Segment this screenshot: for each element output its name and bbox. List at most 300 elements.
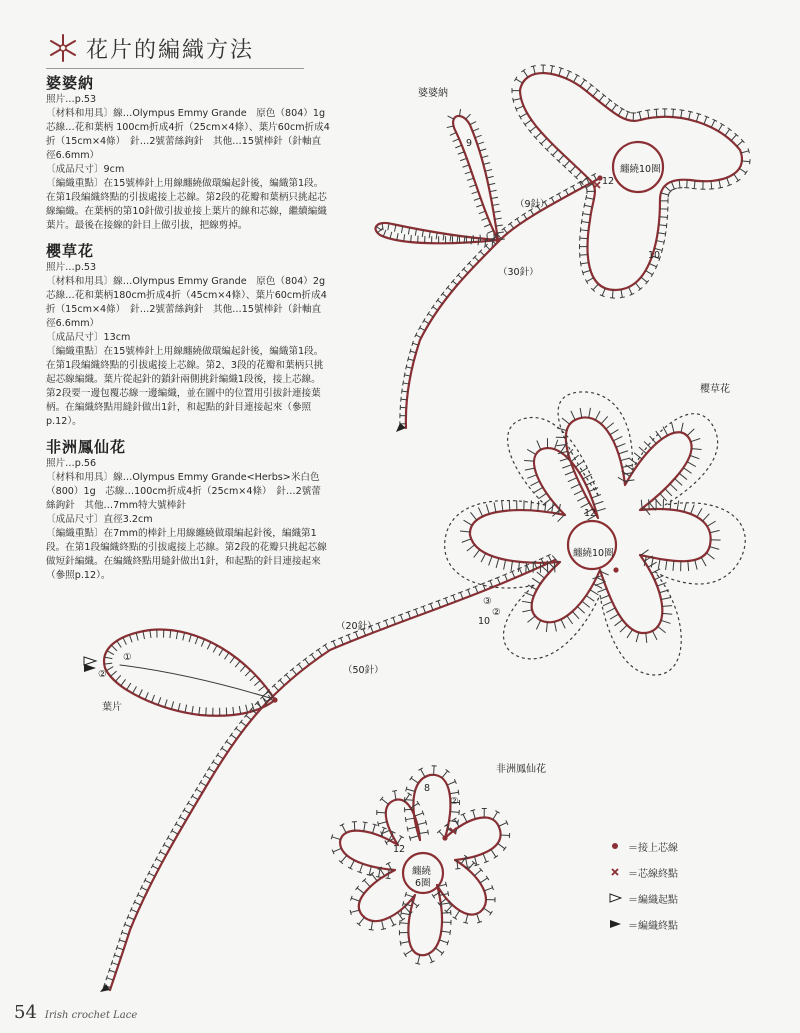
stitch-mark (357, 888, 364, 893)
stitch-mark (577, 606, 584, 613)
stitch-mark (589, 408, 591, 418)
stitch-mark (474, 864, 479, 865)
stitch-mark (586, 198, 594, 200)
legend-label: ＝芯線終點 (628, 868, 678, 880)
stitch-mark (129, 635, 132, 643)
stitch-mark (483, 163, 490, 165)
stitch-mark (408, 357, 409, 362)
stitch-mark (471, 512, 477, 520)
stitch-mark (309, 653, 313, 656)
text-line: p.12）。 (46, 416, 82, 427)
section-title: 櫻草花 (46, 242, 95, 260)
stitch-mark (241, 722, 247, 726)
stitch-mark (481, 218, 487, 221)
stitch-mark (381, 799, 388, 805)
stitch-mark (627, 630, 632, 638)
stitch-mark (568, 478, 577, 482)
stitch-mark (496, 558, 499, 568)
stitch-mark (656, 109, 657, 117)
stitch-mark (648, 110, 649, 118)
text-line: 芯線…花和葉柄 100cm折成4折（25cm×4條）、葉片60cm折成4 (46, 122, 330, 133)
stitch-mark (205, 776, 211, 780)
stitch-mark (392, 790, 397, 791)
stitch-mark (119, 940, 126, 942)
stitch-mark (516, 79, 523, 83)
stitch-mark (246, 705, 248, 713)
stitch-mark (652, 631, 657, 640)
stitch-mark (480, 149, 487, 151)
end-triangle-marker (396, 423, 406, 432)
stitch-mark (497, 232, 504, 233)
stitch-mark (573, 75, 577, 82)
stitch-mark (516, 106, 523, 109)
stitch-mark (610, 614, 619, 619)
stitch-mark (117, 641, 121, 648)
stitch-mark (651, 558, 653, 568)
veronica-label: 婆婆納 (418, 88, 448, 99)
stitch-mark (401, 399, 407, 400)
stitch-mark (625, 112, 628, 119)
stitch-mark (220, 746, 223, 750)
stitch-mark (548, 504, 556, 510)
text-line: （參照p.12）。 (46, 570, 111, 581)
stitch-mark (458, 790, 459, 795)
stitch-mark (463, 814, 467, 822)
stitch-mark (171, 701, 173, 709)
stitch-mark (739, 168, 746, 172)
stitch-mark (566, 71, 569, 78)
stitch-mark (469, 185, 476, 187)
stitch-mark (107, 978, 114, 980)
stitch-mark (559, 68, 561, 76)
stitch-mark (727, 178, 730, 185)
join-core-dot (272, 697, 277, 702)
stitch-mark (316, 648, 320, 651)
stitch-mark (122, 932, 129, 934)
stitch-mark (217, 755, 223, 759)
stitch-mark (711, 120, 715, 127)
stitch-mark (438, 300, 443, 304)
stitch-mark (168, 838, 174, 841)
stitch-mark (404, 907, 410, 914)
stitch-mark (403, 381, 404, 386)
stitch-mark (478, 507, 482, 516)
stitch-mark (491, 849, 496, 857)
stitch-mark (364, 822, 365, 831)
stitch-mark (661, 248, 662, 253)
stitch-mark (466, 114, 471, 119)
stitch-mark (480, 878, 488, 883)
stitch-mark (463, 165, 470, 167)
legend-row (604, 911, 678, 937)
stitch-mark (455, 910, 460, 918)
stitch-mark (172, 831, 178, 834)
stitch-mark (460, 531, 470, 532)
stitch-mark (305, 659, 309, 665)
stitch-mark (551, 198, 554, 203)
stitch-mark (606, 423, 614, 429)
stitch-mark (531, 210, 534, 215)
stitch-mark (473, 810, 476, 819)
stitch-mark (364, 880, 370, 887)
stitch-mark (250, 675, 256, 681)
stitch-mark (412, 341, 413, 346)
primula-step-2: ② (492, 607, 501, 618)
impatiens-label: 非洲鳳仙花 (496, 764, 546, 775)
stitch-mark (678, 188, 683, 189)
stitch-mark (497, 578, 500, 584)
stitch-mark (240, 666, 245, 672)
stitch-mark (149, 873, 155, 876)
stitch-mark (504, 229, 508, 234)
stitch-mark (704, 117, 707, 124)
stitch-mark (524, 592, 533, 596)
text-line: 〔編織重點〕在7mm的棒針上用線纏繞做環編起針後，編織第1 (46, 528, 317, 539)
stitch-mark (145, 880, 151, 883)
stitch-mark (431, 305, 434, 309)
stitch-mark (410, 836, 419, 839)
stitch-mark (583, 214, 591, 215)
stitch-mark (474, 198, 481, 200)
stitch-mark (661, 193, 669, 195)
stitch-mark (245, 670, 251, 676)
stitch-mark (143, 631, 145, 639)
stitch-mark (742, 161, 750, 162)
stitch-mark (592, 494, 601, 498)
stitch-mark (381, 928, 386, 929)
stitch-mark (594, 501, 603, 504)
impatiens-ring-label: 纏繞 (412, 866, 432, 877)
stitch-mark (402, 389, 403, 394)
text-line: 第2段要一邊包覆芯線一邊編織，並在圖中的位置用引拔針連接葉 (46, 388, 321, 399)
stitch-mark (382, 920, 384, 929)
stitch-mark (236, 728, 242, 732)
stitch-mark (582, 601, 590, 607)
stitch-mark (612, 105, 617, 111)
stitch-mark (564, 161, 569, 167)
stitch-mark (537, 572, 545, 578)
stitch-mark (523, 71, 528, 78)
stitch-mark (554, 562, 555, 572)
stitch-mark (502, 501, 503, 511)
stitch-mark (209, 769, 215, 773)
stitch-mark (664, 240, 665, 245)
photo-ref: 照片…p.53 (46, 94, 97, 105)
stitch-mark (207, 642, 210, 649)
primula-20-stitches: （20針） (336, 621, 377, 632)
section-title: 婆婆納 (46, 74, 95, 92)
stitch-mark (546, 622, 547, 632)
stitch-mark (378, 822, 379, 827)
text-line: 做短針編織。在編織終點用縫針做出1針，和起點的針目連接起來 (46, 556, 321, 567)
stitch-mark (359, 917, 365, 924)
stitch-mark (513, 98, 514, 103)
impatiens-count-12: 12 (393, 844, 406, 855)
stitch-mark (486, 876, 489, 880)
stitch-mark (325, 645, 329, 651)
stitch-mark (385, 878, 390, 879)
stitch-mark (332, 837, 341, 840)
stitch-mark (581, 503, 590, 508)
stitch-mark (649, 499, 650, 509)
filled-triangle-icon (608, 919, 622, 929)
stitch-mark (656, 241, 664, 243)
stitch-mark (333, 848, 341, 852)
stitch-mark (525, 120, 532, 125)
stitch-mark (538, 493, 546, 499)
stitch-mark (470, 122, 476, 125)
stitch-mark (616, 444, 625, 448)
stitch-mark (576, 172, 582, 178)
stitch-mark (509, 501, 510, 511)
stitch-mark (629, 287, 632, 294)
stitch-mark (401, 941, 410, 943)
stitch-mark (524, 460, 534, 461)
stitch-mark (372, 825, 375, 834)
stitch-mark (415, 813, 423, 816)
stitch-mark (123, 637, 126, 644)
text-line: 折（15cm×4條） 針…2號蕾絲鉤針 其他…15號棒針（針軸直 (46, 136, 322, 147)
stitch-mark (458, 152, 465, 154)
stitch-mark (692, 449, 702, 450)
stitch-mark (406, 818, 415, 819)
stitch-mark (363, 822, 368, 823)
stitch-mark (673, 561, 674, 571)
stitch-mark (452, 818, 456, 821)
stitch-mark (637, 111, 642, 112)
stitch-mark (668, 193, 669, 198)
stitch-mark (750, 159, 751, 164)
leaf-midrib (120, 665, 270, 698)
core-end-cross (594, 182, 600, 188)
text-line: 〔材料和用具〕線…Olympus Emmy Grande<Herbs>米白色 (46, 472, 320, 483)
stitch-mark (446, 882, 447, 887)
stitch-mark (226, 741, 232, 745)
stitch-mark (530, 126, 536, 131)
stitch-mark (351, 898, 359, 901)
photo-ref: 照片…p.56 (46, 458, 97, 469)
leaf-step-2: ② (98, 669, 107, 680)
stitch-mark (531, 501, 532, 511)
stitch-mark (442, 913, 451, 914)
stitch-mark (411, 778, 418, 783)
stitch-mark (341, 638, 344, 644)
stitch-mark (494, 233, 495, 240)
leaf-step-1: ① (123, 652, 132, 663)
text-line: 葉片。最後在接線的針目上做引拔，把線剪掉。 (46, 220, 248, 231)
stitch-mark (200, 782, 206, 786)
stitch-mark (427, 312, 430, 316)
impatiens-count-8: 8 (424, 783, 431, 794)
text-line: 〔材料和用具〕線…Olympus Emmy Grande 原色（804）2g (46, 276, 326, 287)
stitch-mark (566, 190, 569, 195)
stitch-mark (534, 487, 543, 492)
stitch-mark (484, 888, 492, 891)
stitch-mark (106, 667, 113, 671)
stitch-mark (580, 227, 581, 232)
text-line: 柄。在編織終點用縫針做出1針，和起點的針目連接起來（參照 (46, 402, 312, 413)
stitch-mark (659, 217, 667, 218)
stitch-mark (692, 188, 697, 189)
stitch-mark (350, 910, 351, 915)
stitch-mark (532, 578, 540, 584)
stitch-mark (421, 769, 425, 777)
stitch-mark (577, 497, 586, 502)
stitch-mark (230, 657, 235, 663)
stitch-mark (423, 606, 425, 613)
stitch-mark (400, 941, 401, 946)
stitch-mark (225, 739, 228, 743)
stitch-mark (475, 587, 478, 594)
stitch-mark (490, 911, 493, 915)
stitch-mark (512, 572, 515, 578)
stitch-mark (541, 138, 547, 144)
stitch-mark (239, 706, 240, 714)
stitch-mark (665, 489, 672, 496)
stitch-mark (531, 481, 540, 485)
stitch-mark (710, 547, 720, 550)
stitch-mark (562, 465, 571, 468)
stitch-mark (196, 789, 202, 793)
text-line: 絲鉤針 其他…7mm特大號棒針 (46, 500, 186, 511)
stitch-mark (703, 514, 710, 521)
stitch-mark (719, 180, 721, 188)
stitch-mark (189, 634, 191, 642)
stitch-mark (707, 553, 715, 559)
stitch-mark (645, 110, 650, 111)
stitch-mark (453, 917, 457, 920)
stitch-mark (138, 895, 144, 898)
stitch-mark (401, 226, 402, 233)
stitch-mark (614, 103, 618, 106)
stitch-mark (408, 228, 409, 235)
stitch-mark (117, 948, 124, 950)
stitch-mark (453, 139, 459, 142)
text-line: 〔編織重點〕在15號棒針上用線纏繞做環編起針後，編織第1段。 (46, 178, 324, 189)
book-brand: Irish crochet Lace (44, 1010, 138, 1021)
stitch-mark (582, 177, 588, 183)
stitch-mark (445, 598, 447, 605)
stitch-mark (439, 940, 448, 943)
stitch-mark (521, 69, 525, 72)
stitch-mark (615, 620, 623, 626)
stitch-mark (504, 560, 506, 570)
stitch-mark (599, 95, 604, 101)
stitch-mark (551, 66, 552, 74)
stitch-mark (464, 520, 473, 525)
stitch-mark (390, 232, 392, 239)
stitch-mark (104, 657, 112, 659)
stitch-mark (397, 233, 398, 240)
stitch-mark (697, 508, 702, 517)
stitch-mark (133, 686, 137, 693)
stitch-mark (567, 616, 573, 624)
stitch-mark (479, 211, 486, 213)
stitch-mark (405, 809, 414, 810)
text-line: （800）1g 芯線…100cm折成4折（25cm×4條） 針…2號蕾 (46, 486, 321, 497)
stitch-mark (311, 654, 315, 660)
stitch-mark (731, 135, 736, 141)
stitch-mark (582, 222, 590, 223)
stitch-mark (505, 575, 508, 581)
stitch-mark (467, 545, 475, 551)
stitch-mark (527, 475, 536, 478)
stitch-mark (558, 515, 565, 522)
text-line: 在第1段編織終點的引拔處接上芯線。第2段的花瓣和葉柄只挑起芯 (46, 192, 327, 203)
stitch-mark (219, 649, 223, 656)
stitch-mark (115, 675, 120, 681)
stitch-mark (677, 501, 679, 511)
stitch-mark (480, 235, 481, 242)
stitch-mark (406, 787, 407, 792)
text-line: 〔編織重點〕在15號棒針上用線纏繞做環編起針後，編織第1段。 (46, 346, 324, 357)
stitch-mark (687, 462, 696, 467)
stitch-mark (630, 459, 638, 465)
stitch-mark (372, 874, 377, 881)
stitch-mark (634, 453, 642, 459)
stitch-mark (462, 539, 471, 543)
stitch-mark (490, 190, 497, 191)
stitch-mark (553, 150, 559, 156)
stitch-mark (356, 632, 359, 639)
stitch-mark (342, 825, 346, 833)
stitch-mark (213, 762, 219, 766)
stitch-mark (455, 145, 461, 148)
stitch-mark (494, 211, 501, 212)
primula-outer-outline (445, 392, 746, 675)
stitch-mark (418, 955, 420, 964)
stitch-mark (688, 111, 693, 112)
stitch-mark (522, 610, 532, 612)
stitch-mark (734, 174, 739, 181)
stitch-mark (466, 858, 468, 867)
stitch-mark (463, 922, 468, 923)
stitch-mark (606, 608, 615, 613)
stitch-mark (485, 239, 486, 246)
stitch-mark (587, 85, 592, 91)
stitch-mark (519, 568, 522, 574)
stitch-mark (554, 440, 557, 449)
text-line: 芯線…花和葉柄180cm折成4折（45cm×4條）、葉片60cm折成4 (46, 290, 327, 301)
text-line: 段。在第1段編織終點的引拔處接上芯線。第2段的花瓣只挑起芯線 (46, 542, 327, 553)
stitch-mark (694, 181, 695, 189)
stitch-mark (600, 595, 609, 599)
stitch-mark (593, 90, 598, 96)
stitch-mark (136, 633, 138, 641)
stitch-mark (450, 812, 459, 813)
stitch-mark (537, 440, 541, 449)
stitch-mark (527, 449, 536, 454)
legend-row (604, 859, 678, 885)
stitch-mark (661, 598, 671, 600)
stitch-mark (665, 186, 671, 191)
stitch-mark (582, 270, 583, 275)
stitch-mark (670, 484, 677, 491)
stitch-mark (468, 590, 471, 597)
text-line: 在第1段編織終點的引拔處接上芯線。第2、3段的花瓣和葉柄只挑 (46, 360, 324, 371)
stitch-mark (571, 455, 579, 462)
stitch-mark (442, 771, 448, 778)
stitch-mark (552, 503, 553, 513)
stitch-mark (689, 112, 691, 120)
stitch-mark (636, 632, 639, 642)
stitch-mark (192, 706, 193, 714)
text-line: 徑6.6mm） (46, 150, 100, 161)
symbol-legend (604, 833, 678, 937)
stitch-mark (176, 631, 177, 639)
stitch-mark (518, 562, 519, 572)
stitch-mark (393, 618, 395, 625)
